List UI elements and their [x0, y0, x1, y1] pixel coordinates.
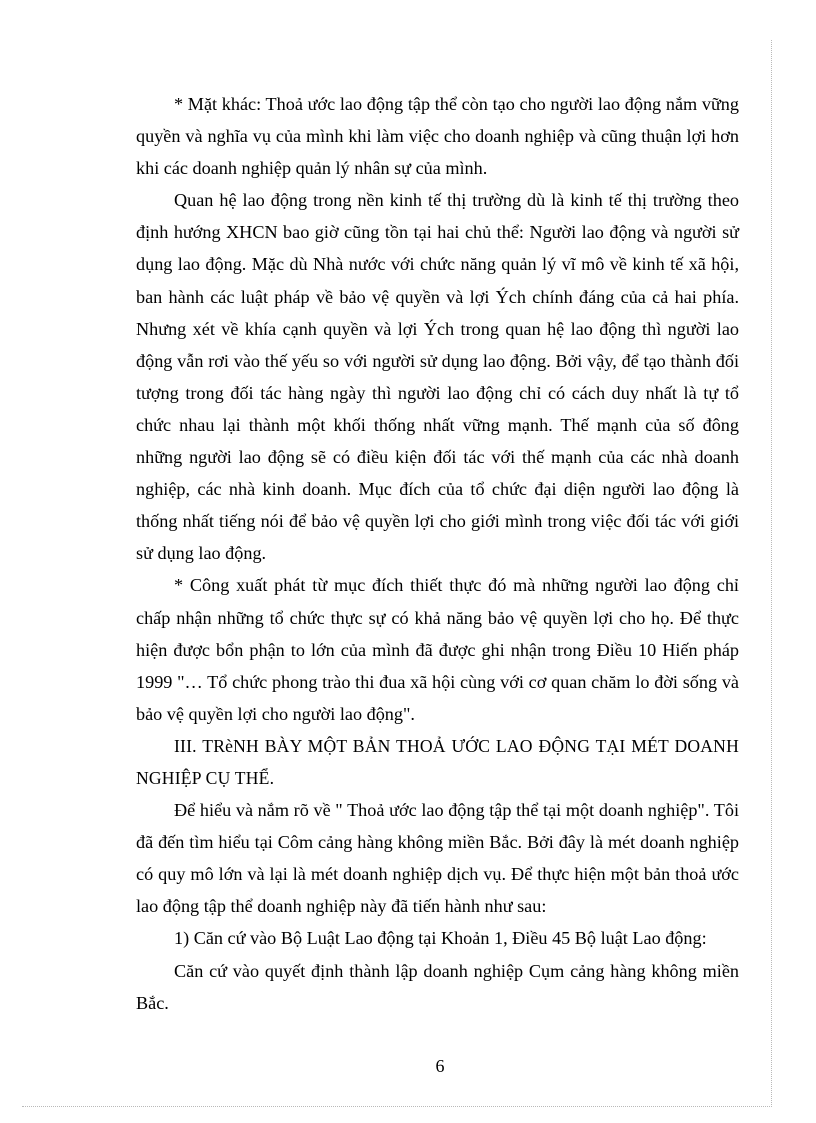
page-number: 6 [435, 1056, 445, 1076]
section-heading-iii: III. TRèNH BÀY MỘT BẢN THOẢ ƯỚC LAO ĐỘNG TẠI MÉT DOANH NGHIỆP CỤ THỂ. [136, 735, 739, 788]
page-border-right [771, 40, 772, 1105]
paragraph-other-hand: * Mặt khác: Thoả ước lao động tập thể còn tạo cho người lao động nắm vững quyền và nghĩa vụ của mình khi làm việc cho doanh nghiệp và cũng thuận lợi hơn khi các doanh nghiệp quản lý nhân sự của mình. [136, 94, 739, 179]
paragraph-labor-relations: Quan hệ lao động trong nền kinh tế thị trường dù là kinh tế thị trường theo định hướng XHCN bao giờ cũng tồn tại hai chủ thể: Người lao động và người sử dụng lao động. Mặc dù Nhà nước với chức năng quản lý vĩ mô về kinh tế xã hội, ban hành các luật pháp về bảo vệ quyền và lợi Ých chính đáng của cả hai phía. Nhưng xét về khía cạnh quyền và lợi Ých trong quan hệ lao động thì người lao động vẫn rơi vào thế yếu so với người sử dụng lao động. Bởi vậy, để tạo thành đối tượng trong đối tác hàng ngày thì người lao động chỉ có cách duy nhất là tự tổ chức nhau lại thành một khối thống nhất vững mạnh. Thế mạnh của số đông những người lao động sẽ có điều kiện đối tác với thế mạnh của các nhà doanh nghiệp, các nhà kinh doanh. Mục đích của tổ chức đại diện người lao động là thống nhất tiếng nói để bảo vệ quyền lợi cho giới mình trong việc đối tác với giới sử dụng lao động. [136, 190, 739, 564]
paragraph-basis-decision: Căn cứ vào quyết định thành lập doanh nghiệp Cụm cảng hàng không miền Bắc. [136, 960, 739, 1013]
page-border-bottom [22, 1106, 772, 1107]
paragraph-case-study: Để hiểu và nắm rõ về " Thoả ước lao động tập thể tại một doanh nghiệp". Tôi đã đến tìm hiểu tại Côm cảng hàng không miền Bắc. Bởi đây là mét doanh nghiệp có quy mô lớn và lại là mét doanh nghiệp dịch vụ. Để thực hiện một bản thoả ước lao động tập thể doanh nghiệp này đã tiến hành như sau: [136, 800, 739, 917]
paragraph-basis-1: 1) Căn cứ vào Bộ Luật Lao động tại Khoản 1, Điều 45 Bộ luật Lao động: [174, 928, 707, 949]
document-body [136, 88, 739, 1019]
paragraph-purpose: * Công xuất phát từ mục đích thiết thực đó mà những người lao động chỉ chấp nhận những tổ chức thực sự có khả năng bảo vệ quyền lợi cho họ. Để thực hiện được bổn phận to lớn của mình đã được ghi nhận trong Điều 10 Hiến pháp 1999 "… Tổ chức phong trào thi đua xã hội cùng với cơ quan chăm lo đời sống và bảo vệ quyền lợi cho người lao động". [136, 575, 739, 724]
